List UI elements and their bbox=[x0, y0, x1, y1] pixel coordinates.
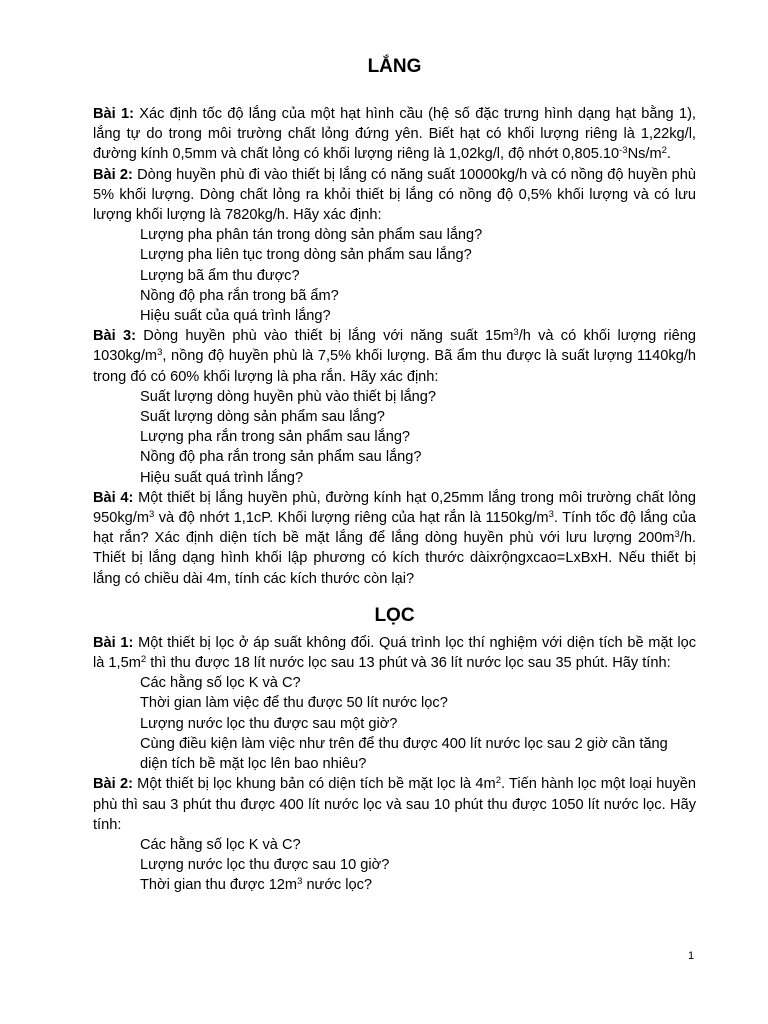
list-item: Nồng độ pha rắn trong bã ẩm? bbox=[140, 287, 339, 304]
loc-bai2: Bài 2: Một thiết bị lọc khung bản có diện tích bề mặt lọc là $4m^2$. Tiến hành lọc một loại huyền phù thì sau 3 phút thu được 400 lít nước lọc và sau 10 phút thu được 1050 lít nước lọc. Hãy tính: bbox=[93, 775, 696, 833]
lang-bai1-label: Bài 1: bbox=[93, 106, 134, 122]
lang-bai2-label: Bài 2: bbox=[93, 166, 133, 183]
list-item: Suất lượng dòng huyền phù vào thiết bị lắng? bbox=[140, 388, 437, 405]
lang-bai4-label: Bài 4: bbox=[93, 489, 134, 506]
list-item: Các hằng số lọc K và C? bbox=[140, 836, 301, 853]
lang-bai2: Bài 2: Dòng huyền phù đi vào thiết bị lắng có năng suất 10000kg/h và có nồng độ huyền phù 5% khối lượng. Dòng chất lỏng ra khỏi thiết bị lắng có nồng độ 0,5% khối lượng và có lưu lượng khối lượng là 7820kg/h. Hãy xác định: bbox=[93, 166, 697, 224]
list-item: Lượng pha rắn trong sản phẩm sau lắng? bbox=[140, 429, 411, 446]
section-title-lang: LẮNG bbox=[367, 56, 422, 77]
loc-bai1-label: Bài 1: bbox=[93, 634, 134, 651]
lang-bai3: Bài 3: Dòng huyền phù vào thiết bị lắng với năng suất $15m^3/h$ và có khối lượng riêng $1030kg/m^3$, nồng độ huyền phù là 7,5% khối lượng. Bã ẩm thu được là suất lượng 1140kg/h trong đó có 60% khối lượng là pha rắn. Hãy xác định: bbox=[93, 327, 697, 385]
list-item: Thời gian làm việc để thu được 50 lít nước lọc? bbox=[140, 695, 448, 712]
lang-bai3-label: Bài 3: bbox=[93, 328, 136, 345]
lang-bai1: Bài 1: Xác định tốc độ lắng của một hạt hình cầu (hệ số đặc trưng hình dạng hạt bằng 1), lắng tự do trong môi trường chất lỏng đứng yên. Biết hạt có khối lượng riêng là 1,22kg/l, đường kính 0,5mm và chất lỏng có khối lượng riêng là 1,02kg/l, độ nhớt $0,805.10^{-3}Ns/m^2$. bbox=[93, 106, 696, 163]
list-item: Nồng độ pha rắn trong sản phẩm sau lắng? bbox=[140, 449, 422, 466]
list-item: Lượng nước lọc thu được sau một giờ? bbox=[140, 715, 398, 732]
list-item: Lượng bã ẩm thu được? bbox=[140, 267, 300, 284]
list-item: Lượng pha phân tán trong dòng sản phẩm sau lắng? bbox=[140, 227, 483, 244]
list-item: Thời gian thu được $12m^3$ nước lọc? bbox=[140, 876, 373, 894]
document-content bbox=[93, 56, 696, 896]
list-item: Hiệu suất quá trình lắng? bbox=[140, 469, 304, 486]
section-title-loc: LỌC bbox=[374, 604, 415, 626]
list-item: Hiệu suất của quá trình lắng? bbox=[140, 308, 331, 325]
list-item: Cùng điều kiện làm việc như trên để thu được 400 lít nước lọc sau 2 giờ cần tăng diện tích bề mặt lọc lên bao nhiêu? bbox=[140, 735, 668, 773]
loc-bai1: Bài 1: Một thiết bị lọc ở áp suất không đổi. Quá trình lọc thí nghiệm với diện tích bề mặt lọc là $1,5m^2$ thì thu được 18 lít nước lọc sau 13 phút và 36 lít nước lọc sau 35 phút. Hãy tính: bbox=[93, 634, 696, 672]
lang-bai4: Bài 4: Một thiết bị lắng huyền phù, đường kính hạt 0,25mm lắng trong môi trường chất lỏng $950kg/m^3$ và độ nhớt 1,1cP. Khối lượng riêng của hạt rắn là $1150kg/m^3$. Tính tốc độ lắng của hạt rắn? Xác định diện tích bề mặt lắng để lắng dòng huyền phù với lưu lượng $200m^3/h$. Thiết bị lắng dạng hình khối lập phương có kích thước dàixrộngxcao=LxBxH. Nếu thiết bị lắng có chiều dài 4m, tính các kích thước còn lại? bbox=[93, 489, 696, 587]
loc-bai2-label: Bài 2: bbox=[93, 776, 133, 793]
list-item: Các hằng số lọc K và C? bbox=[140, 675, 301, 692]
list-item: Suất lượng dòng sản phẩm sau lắng? bbox=[140, 409, 385, 426]
page-number: 1 bbox=[688, 950, 695, 962]
list-item: Lượng pha liên tục trong dòng sản phẩm sau lắng? bbox=[140, 247, 472, 264]
list-item: Lượng nước lọc thu được sau 10 giờ? bbox=[140, 857, 390, 874]
